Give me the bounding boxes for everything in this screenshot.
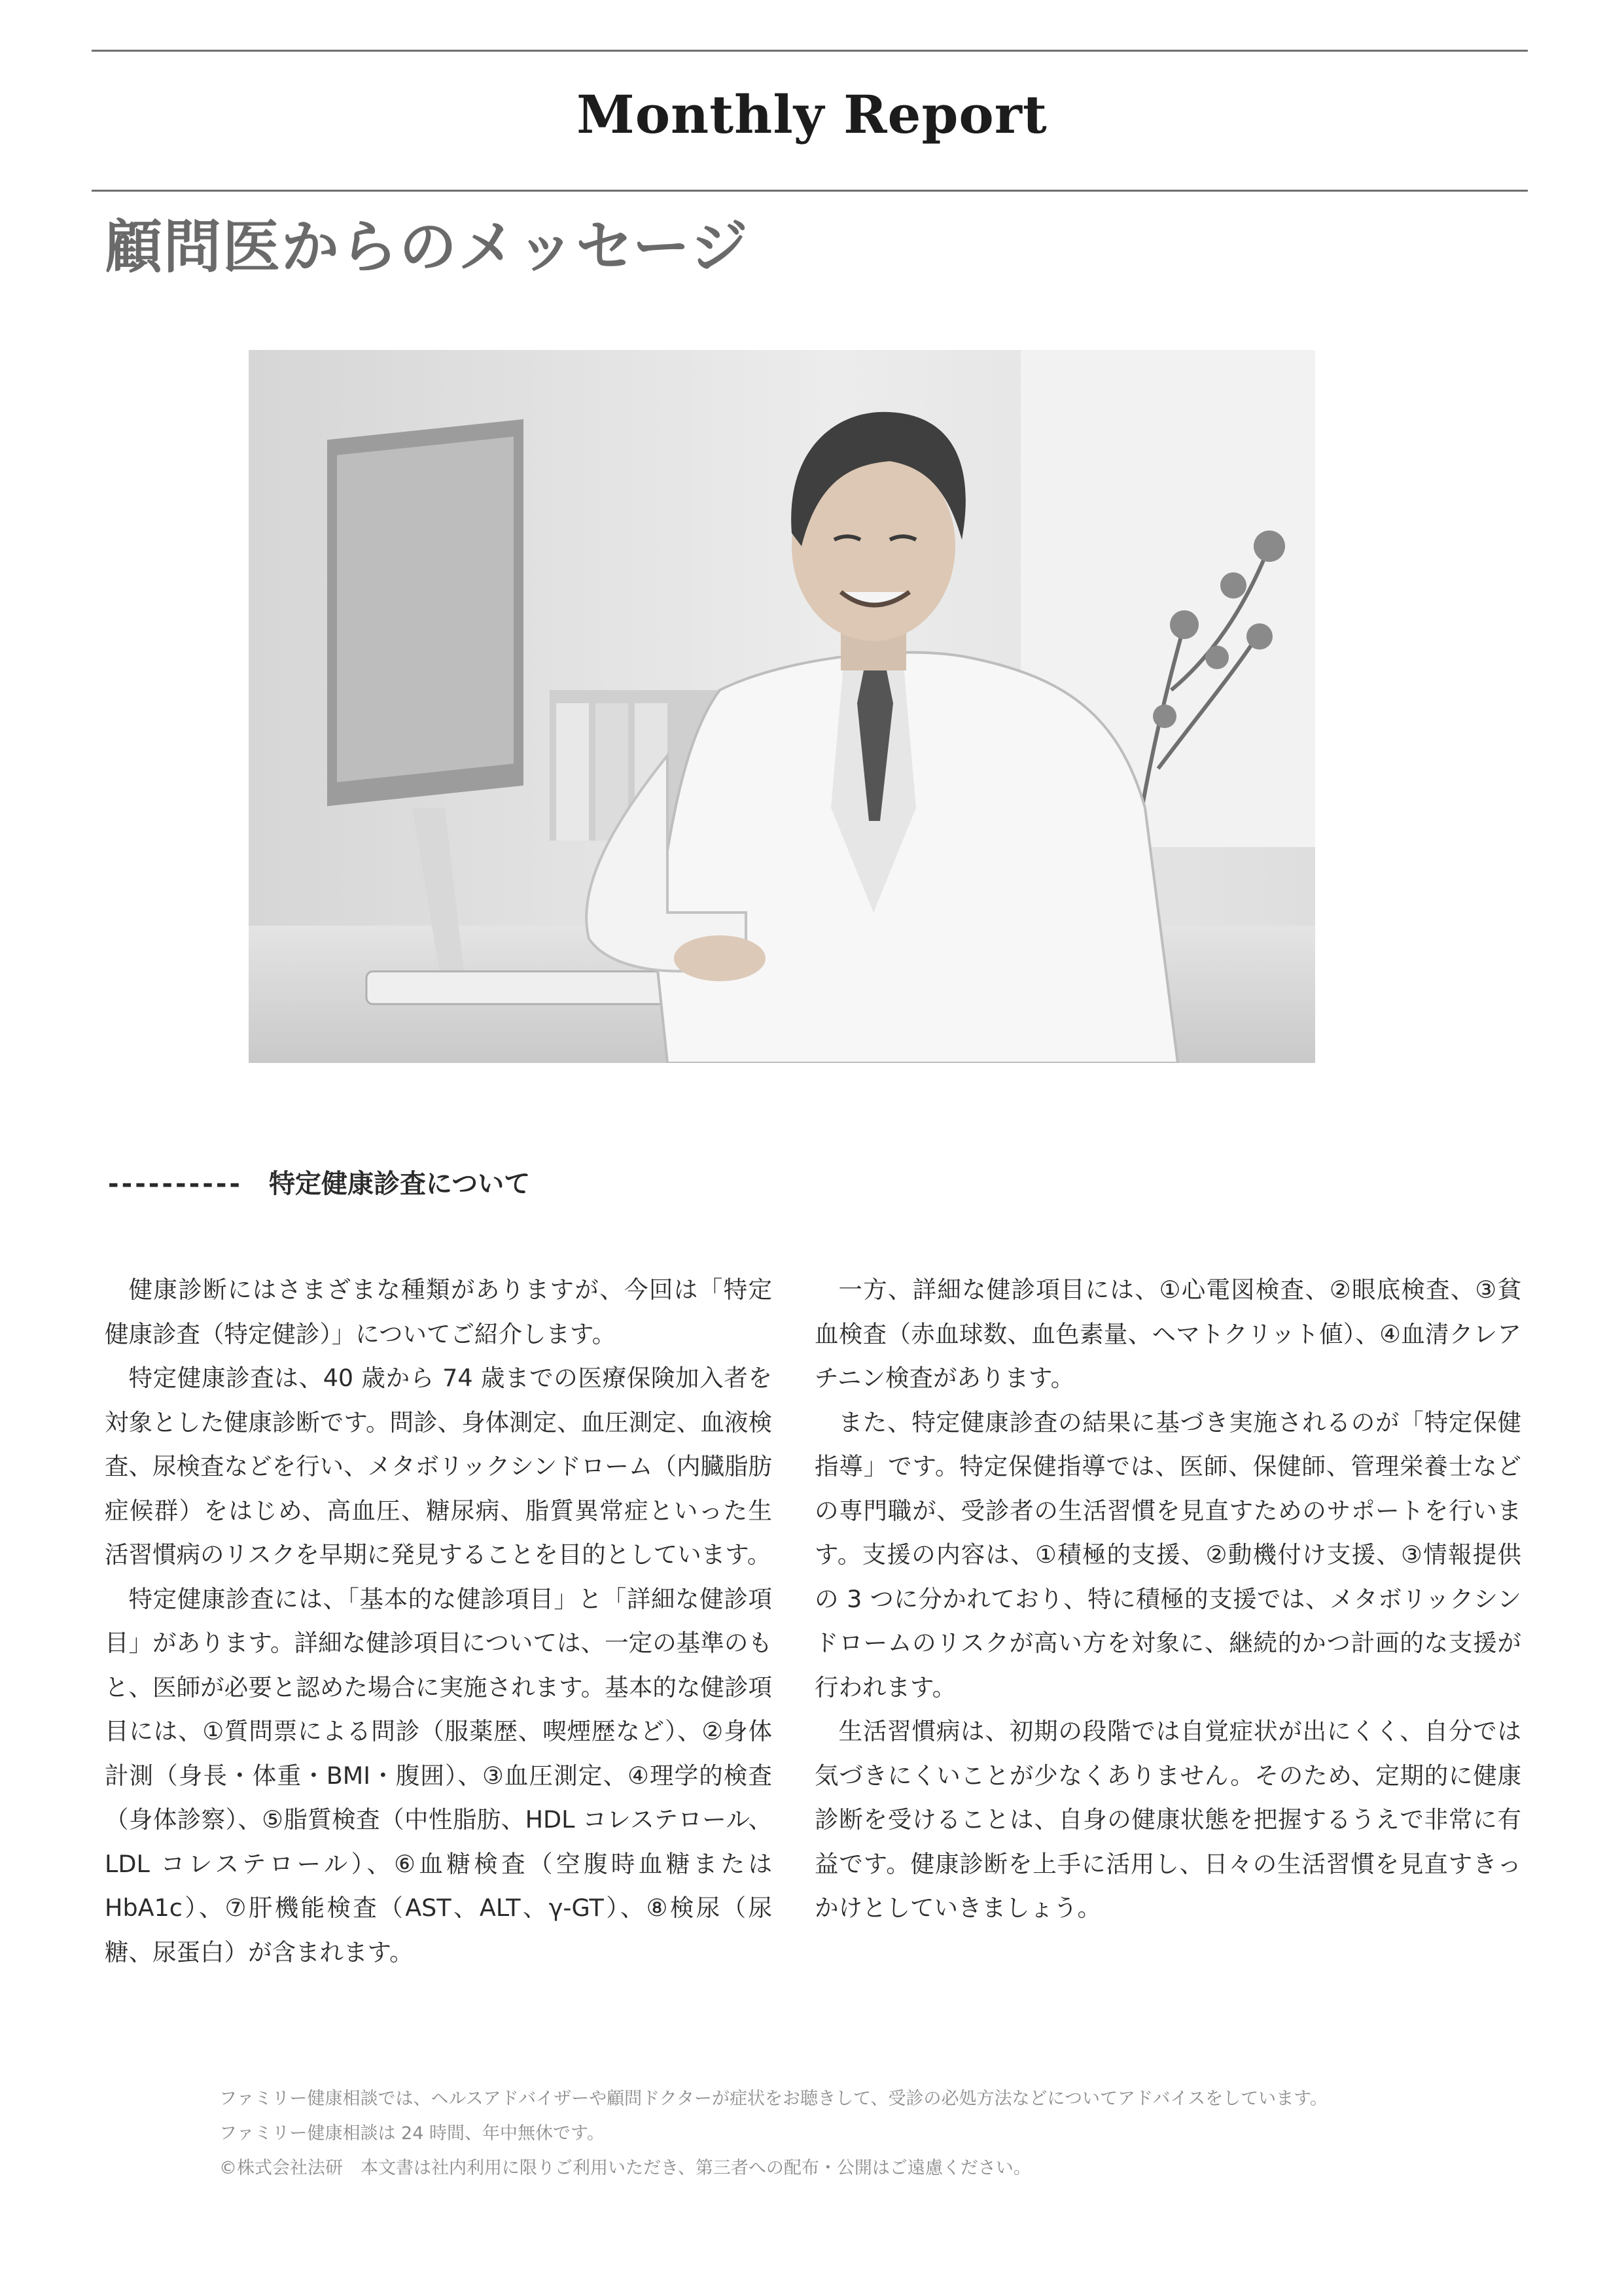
- footer-line: ファミリー健康相談では、ヘルスアドバイザーや顧問ドクターが症状をお聴きして、受診の必処方法などについてアドバイスをしています。: [219, 2089, 1328, 2109]
- paragraph: 一方、詳細な健診項目には、①心電図検査、②眼底検査、③貧血検査（赤血球数、血色素量、ヘマトクリット値）、④血清クレアチニン検査があります。: [815, 1276, 1521, 1392]
- article-right-column: [815, 1268, 1521, 1930]
- paragraph: また、特定健康診査の結果に基づき実施されるのが「特定保健指導」です。特定保健指導では、医師、保健師、管理栄養士などの専門職が、受診者の生活習慣を見直すためのサポートを行います。支援の内容は、①積極的支援、②動機付け支援、③情報提供の 3 つに分かれており、特に積極的支援では、メタボリックシンドロームのリスクが高い方を対象に、継続的かつ計画的な支援が行われます。: [815, 1408, 1521, 1701]
- footer-notes: [219, 2081, 1462, 2185]
- section-title: 特定健康診査について: [269, 1169, 531, 1199]
- footer-copyright: ©株式会社法研 本文書は社内利用に限りご利用いただき、第三者への配布・公開はご遠慮ください。: [219, 2158, 1031, 2178]
- masthead-rule: [92, 190, 1528, 192]
- paragraph: 健康診断にはさまざまな種類がありますが、今回は「特定健康診査（特定健診）」についてご紹介します。: [105, 1276, 772, 1348]
- paragraph: 特定健康診査は、40 歳から 74 歳までの医療保険加入者を対象とした健康診断です。問診、身体測定、血圧測定、血液検査、尿検査などを行い、メタボリックシンドローム（内臓脂肪症候群）をはじめ、高血圧、糖尿病、脂質異常症といった生活習慣病のリスクを早期に発見することを目的としています。: [105, 1364, 772, 1569]
- section-heading: [108, 1163, 530, 1200]
- doctor-photo: [249, 350, 1315, 1063]
- top-rule: [92, 50, 1528, 52]
- footer-line: ファミリー健康相談は 24 時間、年中無休です。: [219, 2123, 605, 2144]
- article-left-column: [105, 1268, 772, 1974]
- paragraph: 特定健康診査には、「基本的な健診項目」と「詳細な健診項目」があります。詳細な健診項目については、一定の基準のもと、医師が必要と認めた場合に実施されます。基本的な健診項目には、①質問票による問診（服薬歴、喫煙歴など）、②身体計測（身長・体重・BMI・腹囲）、③血圧測定、④理学的検査（身体診察）、⑤脂質検査（中性脂肪、HDL コレステロール、LDL コレステロール）、⑥血糖検査（空腹時血糖または HbA1c）、⑦肝機能検査（AST、ALT、γ-GT）、⑧検尿（尿糖、尿蛋白）が含まれます。: [105, 1584, 772, 1966]
- paragraph: 生活習慣病は、初期の段階では自覚症状が出にくく、自分では気づきにくいことが少なくありません。そのため、定期的に健康診断を受けることは、自身の健康状態を把握するうえで非常に有益です。健康診断を上手に活用し、日々の生活習慣を見直すきっかけとしていきましょう。: [815, 1717, 1521, 1922]
- masthead-title: Monthly Report: [576, 84, 1048, 145]
- page-title: 顧問医からのメッセージ: [105, 213, 749, 281]
- doctor-at-desk-photo: [249, 350, 1315, 1063]
- section-dashes: ----------: [108, 1169, 243, 1199]
